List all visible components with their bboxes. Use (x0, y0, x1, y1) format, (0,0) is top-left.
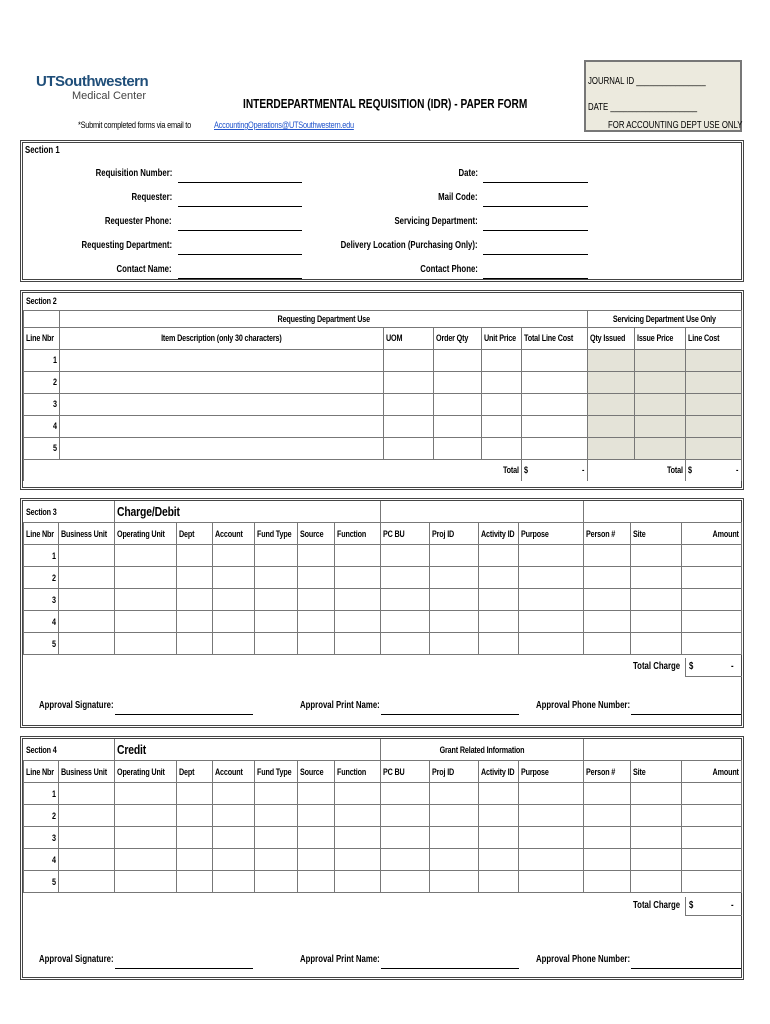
line-number: 5 (52, 876, 56, 887)
col-business-unit: Business Unit (61, 766, 107, 777)
contact-name-label: Contact Name: (116, 264, 172, 275)
col-function: Function (337, 766, 367, 777)
requesting-department-field[interactable] (178, 254, 302, 255)
table-row (24, 371, 742, 393)
col-proj-id: Proj ID (432, 528, 455, 539)
col-pc-bu: PC BU (383, 766, 405, 777)
col-order-qty: Order Qty (436, 333, 469, 343)
col-qty-issued: Qty Issued (590, 333, 626, 343)
line-number: 1 (53, 355, 57, 365)
section-4-heading: Section 4 (25, 744, 57, 755)
col-amount: Amount (712, 528, 740, 539)
table-row (24, 849, 742, 871)
requester-phone-label: Requester Phone: (105, 216, 172, 227)
table-row (24, 393, 742, 415)
col-operating-unit: Operating Unit (117, 766, 165, 777)
col-pc-bu: PC BU (383, 528, 405, 539)
table-row (24, 827, 742, 849)
requester-field[interactable] (178, 206, 302, 207)
table-row (24, 871, 742, 893)
col-purpose: Purpose (521, 528, 549, 539)
approval-print-name-field[interactable] (381, 714, 519, 715)
col-line-nbr: Line Nbr (26, 766, 54, 777)
line-number: 3 (52, 832, 56, 843)
section-4-table (23, 739, 742, 893)
line-number: 1 (52, 788, 56, 799)
col-fund-type: Fund Type (257, 766, 292, 777)
section-3 (20, 498, 744, 728)
col-total-line-cost: Total Line Cost (524, 333, 574, 343)
logo-name: UTSouthwestern (36, 73, 149, 90)
line-number: 2 (53, 377, 57, 387)
contact-name-field[interactable] (178, 278, 302, 279)
col-dept: Dept (179, 528, 195, 539)
col-activity-id: Activity ID (481, 766, 515, 777)
servicing-department-label: Servicing Department: (394, 216, 478, 227)
line-number: 1 (52, 550, 56, 561)
col-amount: Amount (712, 766, 740, 777)
approval-print-name-label: Approval Print Name: (300, 700, 380, 711)
table-row (24, 611, 742, 633)
total-charge-value: - (731, 900, 734, 911)
table-row (24, 783, 742, 805)
col-unit-price: Unit Price (484, 333, 517, 343)
line-number: 4 (52, 854, 56, 865)
total-label: Total (503, 465, 519, 475)
col-operating-unit: Operating Unit (117, 528, 165, 539)
line-number: 4 (52, 616, 56, 627)
mail-code-label: Mail Code: (438, 192, 478, 203)
total-charge-currency: $ (689, 900, 694, 911)
grant-info-heading: Grant Related Information (439, 744, 525, 755)
service-total-value: - (736, 465, 739, 475)
col-site: Site (633, 528, 646, 539)
total-charge-currency: $ (689, 661, 694, 672)
requester-phone-field[interactable] (178, 230, 302, 231)
requisition-number-label: Requisition Number: (95, 168, 172, 179)
delivery-location-label: Delivery Location (Purchasing Only): (341, 240, 478, 251)
service-total-currency: $ (688, 465, 692, 475)
col-line-nbr: Line Nbr (26, 333, 54, 343)
line-number: 2 (52, 810, 56, 821)
approval-signature-field[interactable] (115, 968, 253, 969)
total-charge-label: Total Charge (633, 900, 681, 911)
table-row (24, 349, 742, 371)
approval-phone-label: Approval Phone Number: (536, 954, 631, 965)
approval-print-name-field[interactable] (381, 968, 519, 969)
requesting-department-label: Requesting Department: (81, 240, 172, 251)
total-charge-value: - (731, 661, 734, 672)
journal-id-field[interactable]: JOURNAL ID ________________ (588, 76, 706, 87)
accounting-box (584, 60, 742, 132)
service-total-label: Total (667, 465, 683, 475)
section-1-heading: Section 1 (25, 145, 60, 156)
contact-phone-label: Contact Phone: (420, 264, 478, 275)
section-2 (20, 290, 744, 490)
line-number: 5 (52, 638, 56, 649)
table-row (24, 545, 742, 567)
col-function: Function (337, 528, 367, 539)
contact-phone-field[interactable] (483, 278, 588, 279)
col-purpose: Purpose (521, 766, 549, 777)
mail-code-field[interactable] (483, 206, 588, 207)
approval-phone-field[interactable] (631, 714, 741, 715)
table-row (24, 567, 742, 589)
col-proj-id: Proj ID (432, 766, 455, 777)
approval-print-name-label: Approval Print Name: (300, 954, 380, 965)
col-line-cost: Line Cost (688, 333, 720, 343)
servicing-department-field[interactable] (483, 230, 588, 231)
col-source: Source (300, 766, 324, 777)
approval-signature-label: Approval Signature: (39, 700, 114, 711)
approval-phone-field[interactable] (631, 968, 741, 969)
section-2-heading: Section 2 (25, 296, 57, 307)
section-3-table (23, 501, 742, 655)
accounting-only-note: FOR ACCOUNTING DEPT USE ONLY (608, 120, 743, 131)
servicing-use-heading: Servicing Department Use Only (613, 313, 717, 324)
total-charge-label: Total Charge (633, 661, 681, 672)
col-item-description: Item Description (only 30 characters) (161, 333, 282, 343)
total-currency: $ (524, 465, 528, 475)
col-uom: UOM (386, 333, 403, 343)
approval-signature-field[interactable] (115, 714, 253, 715)
col-source: Source (300, 528, 324, 539)
requisition-number-field[interactable] (178, 182, 302, 183)
table-row (24, 805, 742, 827)
submit-note: *Submit completed forms via email to (78, 120, 191, 130)
line-number: 4 (53, 421, 57, 431)
line-number: 3 (52, 594, 56, 605)
col-account: Account (215, 528, 243, 539)
date-label: Date: (458, 168, 478, 179)
total-charge-box (685, 658, 742, 677)
date-input[interactable] (483, 182, 588, 183)
col-business-unit: Business Unit (61, 528, 107, 539)
section-2-table (23, 293, 742, 481)
charge-debit-heading: Charge/Debit (117, 504, 180, 519)
requesting-use-heading: Requesting Department Use (277, 313, 370, 324)
table-row (24, 437, 742, 459)
total-value: - (582, 465, 585, 475)
section-3-heading: Section 3 (25, 506, 57, 517)
credit-heading: Credit (117, 742, 147, 757)
approval-phone-label: Approval Phone Number: (536, 700, 631, 711)
col-dept: Dept (179, 766, 195, 777)
col-line-nbr: Line Nbr (26, 528, 54, 539)
total-charge-box (685, 897, 742, 916)
approval-signature-label: Approval Signature: (39, 954, 114, 965)
col-site: Site (633, 766, 646, 777)
email-link[interactable]: AccountingOperations@UTSouthwestern.edu (214, 120, 354, 130)
table-row (24, 633, 742, 655)
section-1 (20, 140, 744, 282)
table-row (24, 589, 742, 611)
line-number: 2 (52, 572, 56, 583)
col-account: Account (215, 766, 243, 777)
col-activity-id: Activity ID (481, 528, 515, 539)
logo-subtitle: Medical Center (72, 90, 146, 102)
form-title: INTERDEPARTMENTAL REQUISITION (IDR) - PAPER FORM (243, 96, 528, 111)
col-fund-type: Fund Type (257, 528, 292, 539)
delivery-location-field[interactable] (483, 254, 588, 255)
line-number: 3 (53, 399, 57, 409)
table-row (24, 415, 742, 437)
col-issue-price: Issue Price (637, 333, 674, 343)
line-number: 5 (53, 443, 57, 453)
date-field[interactable]: DATE ____________________ (588, 102, 698, 113)
requester-label: Requester: (131, 192, 172, 203)
col-person: Person # (586, 528, 616, 539)
section-4 (20, 736, 744, 980)
col-person: Person # (586, 766, 616, 777)
